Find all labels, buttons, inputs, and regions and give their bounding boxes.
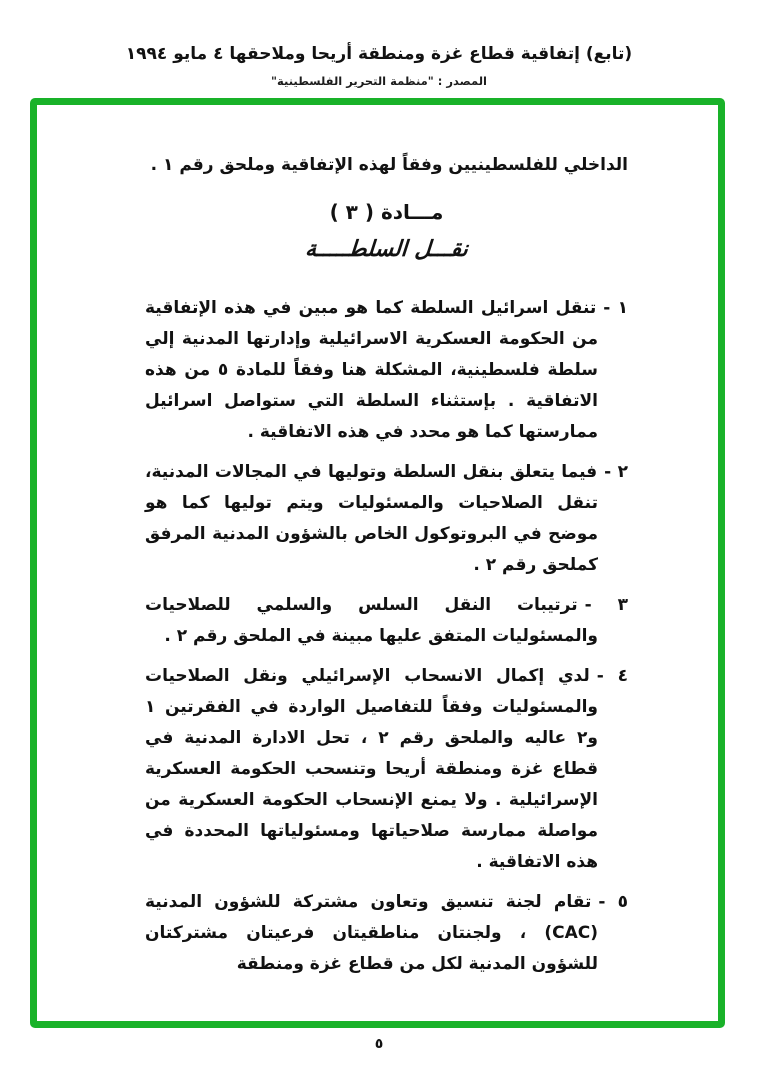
document-header-title: (تابع) إتفاقية قطاع غزة ومنطقة أريحا وملاحقها ٤ مايو ١٩٩٤ xyxy=(125,44,633,64)
paragraph-marker: ٥ - xyxy=(598,892,628,912)
document-source-line: المصدر : "منظمة التحرير الفلسطينية" xyxy=(271,74,487,88)
paragraph-text: ترتيبات النقل السلس والسلمي للصلاحيات والمسئوليات المتفق عليها مبينة في الملحق رقم ٢ . xyxy=(145,595,598,646)
document-body xyxy=(145,150,628,989)
paragraph-text: تنقل اسرائيل السلطة كما هو مبين في هذه الإتفاقية من الحكومة العسكرية الاسرائيلية وإدارتها المدنية إلي سلطة فلسطينية، المشكلة هنا وفقاً للمادة ٥ من هذه الاتفاقية . بإستثناء السلطة التي ستواصل اسرائيل ممارستها كما هو محدد في هذه الاتفاقية . xyxy=(145,298,598,442)
paragraph-marker: ٣ - xyxy=(584,595,628,615)
paragraph-text: لدي إكمال الانسحاب الإسرائيلي ونقل الصلاحيات والمسئوليات وفقاً للتفاصيل الواردة في الفقرتين ١ و٢ عاليه والملحق رقم ٢ ، تحل الادارة المدنية في قطاع غزة ومنطقة أريحا وتنسحب الحكومة العسكرية الإسرائيلية . ولا يمنع الإنسحاب الحكومة العسكرية من مواصلة ممارسة صلاحياتها ومسئولياتها المحددة في هذه الاتفاقية . xyxy=(145,666,598,872)
article-heading: مـــادة ( ٣ ) xyxy=(329,200,444,224)
paragraph-marker: ١ - xyxy=(603,298,628,318)
paragraph xyxy=(145,590,628,652)
paragraph-text: تقام لجنة تنسيق وتعاون مشتركة للشؤون المدنية (CAC) ، ولجنتان مناطقيتان فرعيتان مشتركتان للشؤون المدنية لكل من قطاع غزة ومنطقة xyxy=(145,892,598,974)
paragraph xyxy=(145,293,628,448)
continuation-text: الداخلي للفلسطينيين وفقاً لهذه الإتفاقية وملحق رقم ١ . xyxy=(150,155,628,175)
paragraph xyxy=(145,661,628,878)
paragraph-marker: ٤ - xyxy=(596,666,628,686)
paragraph xyxy=(145,887,628,980)
paragraph xyxy=(145,457,628,581)
section-heading: نقـــل السلطـــــة xyxy=(304,237,469,262)
page-number: ٥ xyxy=(374,1036,384,1052)
paragraph-marker: ٢ - xyxy=(604,462,628,482)
paragraph-text: فيما يتعلق بنقل السلطة وتوليها في المجالات المدنية، تنقل الصلاحيات والمسئوليات ويتم توليها كما هو موضح في البروتوكول الخاص بالشؤون المدنية المرفق كملحق رقم ٢ . xyxy=(145,462,598,575)
paragraph-list xyxy=(145,293,628,980)
